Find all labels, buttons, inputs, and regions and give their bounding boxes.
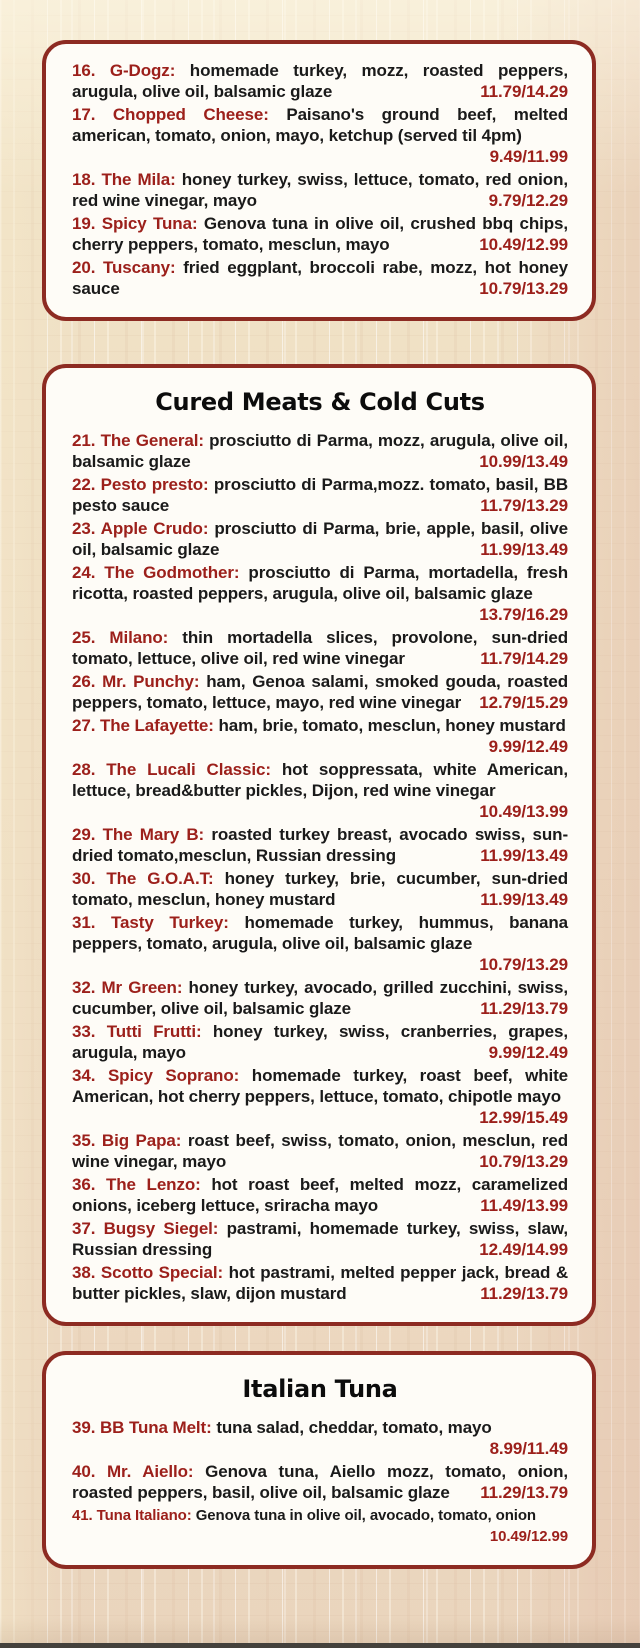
item-name: The General: <box>100 431 204 450</box>
menu-item <box>72 169 568 211</box>
item-number: 37. <box>72 1219 96 1238</box>
item-number: 40. <box>72 1462 96 1481</box>
item-description: Genova tuna in olive oil, crushed bbq chips, cherry peppers, tomato, mesclun, mayo <box>72 214 569 254</box>
item-description: fried eggplant, broccoli rabe, mozz, hot honey sauce <box>72 258 569 298</box>
photo-edge-artifact <box>0 1643 640 1648</box>
section-items <box>72 60 568 299</box>
item-name: Pesto presto: <box>100 475 209 494</box>
item-price: 10.49/12.99 <box>489 1528 568 1545</box>
item-name: G-Dogz: <box>109 61 176 80</box>
item-description: hot pastrami, melted pepper jack, bread & butter pickles, slaw, dijon mustard <box>72 1263 569 1303</box>
item-description: hot soppressata, white American, lettuce, bread&butter pickles, Dijon, red wine vinegar <box>72 760 569 800</box>
menu-item <box>72 1021 568 1063</box>
item-price: 10.99/13.49 <box>479 452 568 471</box>
menu-item <box>72 715 568 757</box>
item-name: The Godmother: <box>104 563 240 582</box>
item-description: prosciutto di Parma,mozz. tomato, basil, BB pesto sauce <box>72 475 569 515</box>
item-number: 39. <box>72 1418 96 1437</box>
item-number: 18. <box>72 170 96 189</box>
item-price: 11.99/13.49 <box>480 890 568 909</box>
item-description: homemade turkey, roast beef, white American, hot cherry peppers, lettuce, tomato, chipotle mayo <box>72 1066 569 1106</box>
item-description: Genova tuna in olive oil, avocado, tomato, onion <box>195 1507 536 1524</box>
item-price: 11.79/14.29 <box>480 82 568 101</box>
menu-item <box>72 1417 568 1459</box>
menu-item <box>72 1130 568 1172</box>
item-description: honey turkey, swiss, lettuce, tomato, red onion, red wine vinegar, mayo <box>72 170 568 210</box>
item-number: 23. <box>72 519 96 538</box>
item-name: The G.O.A.T: <box>106 869 214 888</box>
item-description: ham, brie, tomato, mesclun, honey mustard <box>218 716 566 735</box>
item-description: prosciutto di Parma, mozz, arugula, olive oil, balsamic glaze <box>72 431 569 471</box>
menu-item <box>72 60 568 102</box>
item-description: honey turkey, avocado, grilled zucchini, swiss, cucumber, olive oil, balsamic glaze <box>72 978 569 1018</box>
item-description: thin mortadella slices, provolone, sun-dried tomato, lettuce, olive oil, red wine vinegar <box>72 628 569 668</box>
item-price: 13.79/16.29 <box>479 605 568 624</box>
item-number: 16. <box>72 61 96 80</box>
item-description: prosciutto di Parma, mortadella, fresh ricotta, roasted peppers, arugula, olive oil, balsamic glaze <box>72 563 568 603</box>
item-price: 10.79/13.29 <box>479 1152 568 1171</box>
menu-item <box>72 1065 568 1128</box>
menu-item <box>72 518 568 560</box>
menu-item <box>72 1174 568 1216</box>
item-name: Chopped Cheese: <box>112 105 269 124</box>
item-price: 12.79/15.29 <box>479 693 568 712</box>
menu-item <box>72 627 568 669</box>
item-number: 36. <box>72 1175 96 1194</box>
menu-item <box>72 562 568 625</box>
item-name: Apple Crudo: <box>100 519 209 538</box>
item-name: Spicy Tuna: <box>101 214 198 233</box>
item-price: 11.99/13.49 <box>480 846 568 865</box>
item-name: Big Papa: <box>101 1131 182 1150</box>
menu-item <box>72 430 568 472</box>
menu-item <box>72 1461 568 1503</box>
item-description: Paisano's ground beef, melted american, tomato, onion, mayo, ketchup (served til 4pm) <box>72 105 568 145</box>
item-price: 11.99/13.49 <box>480 540 568 559</box>
item-number: 32. <box>72 978 96 997</box>
item-description: roast beef, swiss, tomato, onion, mesclun, red wine vinegar, mayo <box>72 1131 569 1171</box>
item-price: 10.49/13.99 <box>479 802 568 821</box>
item-price: 10.79/13.29 <box>479 279 568 298</box>
item-price: 10.49/12.99 <box>479 235 568 254</box>
menu-item <box>72 977 568 1019</box>
menu-item <box>72 1218 568 1260</box>
menu-item <box>72 104 568 167</box>
item-number: 24. <box>72 563 96 582</box>
item-name: The Lucali Classic: <box>106 760 271 779</box>
item-price: 11.79/14.29 <box>480 649 568 668</box>
item-price: 11.29/13.79 <box>480 1284 568 1303</box>
item-number: 35. <box>72 1131 96 1150</box>
menu-item <box>72 474 568 516</box>
item-number: 21. <box>72 431 96 450</box>
item-name: The Lenzo: <box>105 1175 201 1194</box>
item-name: Mr Green: <box>101 978 183 997</box>
item-description: hot roast beef, melted mozz, caramelized onions, iceberg lettuce, sriracha mayo <box>72 1175 569 1215</box>
item-number: 28. <box>72 760 96 779</box>
item-description: homemade turkey, mozz, roasted peppers, arugula, olive oil, balsamic glaze <box>72 61 569 101</box>
item-number: 27. <box>72 716 96 735</box>
item-description: Genova tuna, Aiello mozz, tomato, onion, roasted peppers, basil, olive oil, balsamic glaze <box>72 1462 569 1502</box>
item-name: Mr. Aiello: <box>106 1462 194 1481</box>
item-name: Spicy Soprano: <box>107 1066 240 1085</box>
item-name: Milano: <box>109 628 169 647</box>
item-name: Tuscany: <box>103 258 176 277</box>
menu-item <box>72 257 568 299</box>
item-name: Mr. Punchy: <box>102 672 200 691</box>
menu-item <box>72 824 568 866</box>
menu-item <box>72 671 568 713</box>
menu-item <box>72 912 568 975</box>
item-name: The Mila: <box>101 170 176 189</box>
item-name: Tutti Frutti: <box>106 1022 202 1041</box>
item-price: 10.79/13.29 <box>479 955 568 974</box>
item-number: 25. <box>72 628 96 647</box>
item-name: Scotto Special: <box>100 1263 224 1282</box>
item-description: roasted turkey breast, avocado swiss, sun-dried tomato,mesclun, Russian dressing <box>72 825 568 865</box>
item-number: 31. <box>72 913 96 932</box>
section-title: Cured Meats & Cold Cuts <box>155 388 485 416</box>
item-description: ham, Genoa salami, smoked gouda, roasted peppers, tomato, lettuce, mayo, red wine vinegar <box>72 672 569 712</box>
menu-section-card <box>42 40 596 321</box>
item-description: honey turkey, brie, cucumber, sun-dried tomato, mesclun, honey mustard <box>72 869 569 909</box>
item-name: Tasty Turkey: <box>111 913 229 932</box>
item-price: 11.79/13.29 <box>480 496 568 515</box>
item-price: 9.99/12.49 <box>488 737 568 756</box>
item-price: 9.79/12.29 <box>488 191 568 210</box>
menu-item <box>72 1262 568 1304</box>
item-name: BB Tuna Melt: <box>99 1418 212 1437</box>
item-price: 8.99/11.49 <box>489 1439 568 1458</box>
item-price: 12.99/15.49 <box>479 1108 568 1127</box>
item-price: 12.49/14.99 <box>479 1240 568 1259</box>
menu-item <box>72 1505 568 1547</box>
item-description: homemade turkey, hummus, banana peppers, tomato, arugula, olive oil, balsamic glaze <box>72 913 569 953</box>
item-name: Tuna Italiano: <box>96 1507 192 1524</box>
item-price: 11.49/13.99 <box>480 1196 568 1215</box>
section-items <box>72 1417 568 1547</box>
item-name: The Mary B: <box>102 825 205 844</box>
item-description: prosciutto di Parma, brie, apple, basil, olive oil, balsamic glaze <box>72 519 569 559</box>
section-items <box>72 430 568 1304</box>
item-price: 11.29/13.79 <box>480 1483 568 1502</box>
item-number: 26. <box>72 672 96 691</box>
item-number: 41. <box>72 1507 93 1524</box>
menu-section-card <box>42 1351 596 1569</box>
item-number: 20. <box>72 258 96 277</box>
photo-bottom-shade <box>0 1617 640 1643</box>
menu-section-card <box>42 364 596 1326</box>
item-number: 34. <box>72 1066 96 1085</box>
item-description: pastrami, homemade turkey, swiss, slaw, Russian dressing <box>72 1219 568 1259</box>
menu-item <box>72 759 568 822</box>
menu-item <box>72 868 568 910</box>
item-description: tuna salad, cheddar, tomato, mayo <box>216 1418 492 1437</box>
menu-item <box>72 213 568 255</box>
item-description: honey turkey, swiss, cranberries, grapes, arugula, mayo <box>72 1022 568 1062</box>
item-number: 29. <box>72 825 96 844</box>
item-number: 22. <box>72 475 96 494</box>
item-price: 9.49/11.99 <box>489 147 568 166</box>
item-number: 19. <box>72 214 96 233</box>
item-price: 11.29/13.79 <box>480 999 568 1018</box>
item-number: 30. <box>72 869 96 888</box>
item-name: Bugsy Siegel: <box>103 1219 219 1238</box>
item-number: 33. <box>72 1022 96 1041</box>
item-name: The Lafayette: <box>99 716 214 735</box>
item-number: 38. <box>72 1263 96 1282</box>
item-number: 17. <box>72 105 96 124</box>
section-title: Italian Tuna <box>242 1375 398 1403</box>
item-price: 9.99/12.49 <box>488 1043 568 1062</box>
